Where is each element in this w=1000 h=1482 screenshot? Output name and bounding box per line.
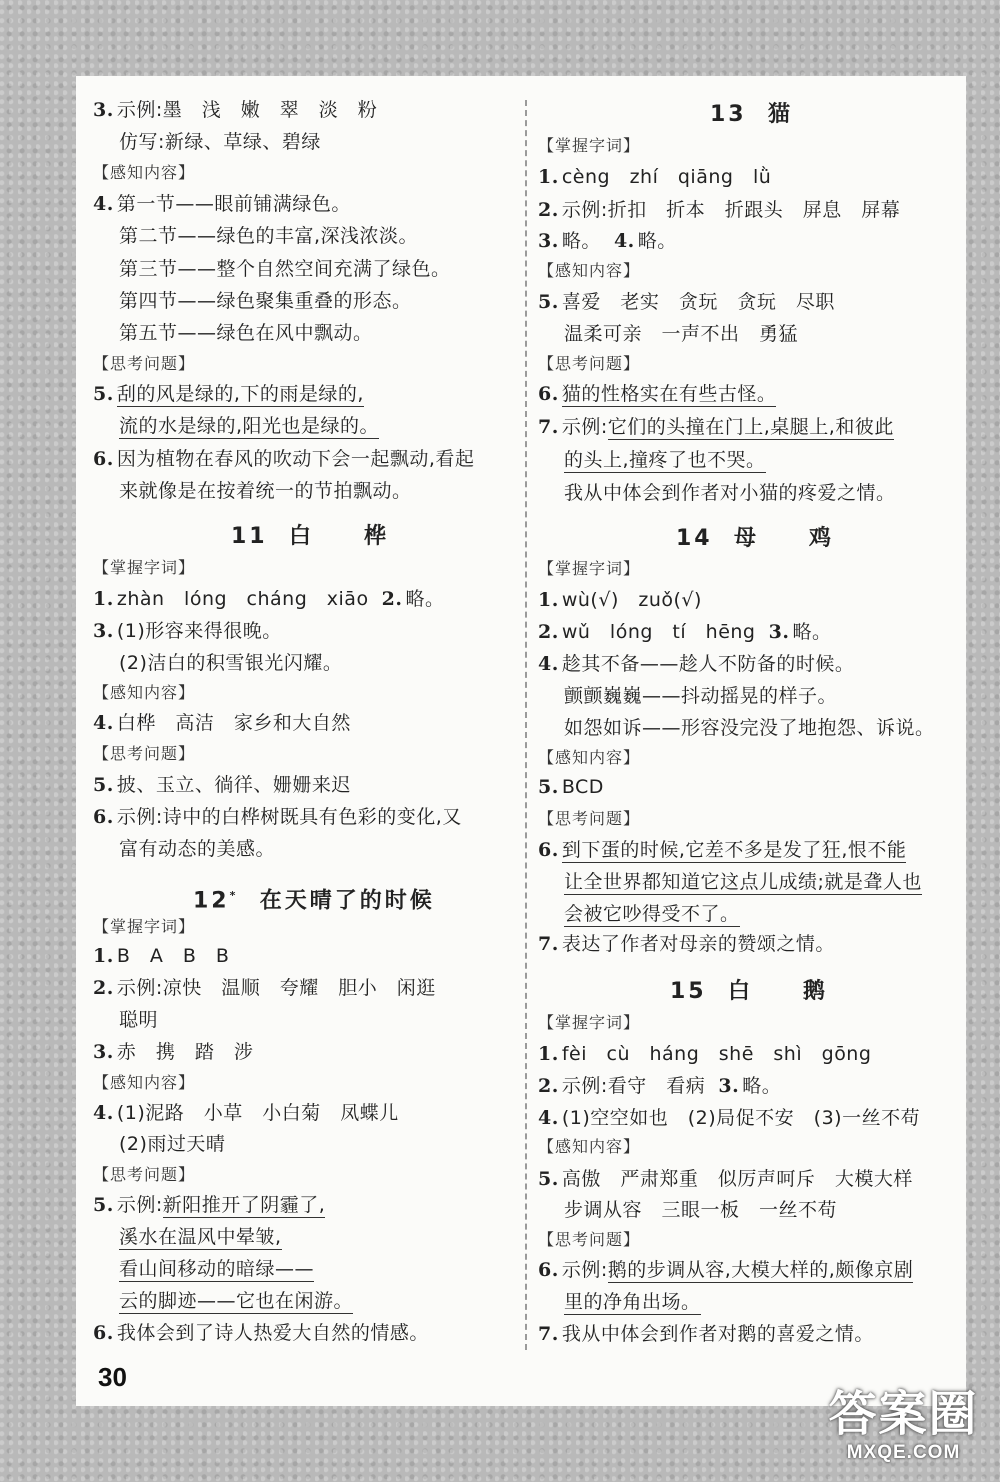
answer-item: 5. 刮的风是绿的,下的雨是绿的, [93, 383, 364, 405]
answer-item: 2. 示例:看守 看病 3. 略。 [538, 1075, 782, 1097]
answer-line: 聪明 [119, 1009, 159, 1031]
section-tag-sikao: 【思考问题】 [538, 1230, 641, 1249]
answer-item: 5. 披、玉立、徜徉、姗姗来迟 [93, 774, 351, 796]
answer-line: 第四节——绿色聚集重叠的形态。 [119, 290, 412, 312]
section-tag-ganzhi: 【感知内容】 [93, 1073, 196, 1092]
answer-line: 温柔可亲 一声不出 勇猛 [564, 323, 799, 345]
lesson-title-15: 15 白 鹅 [670, 979, 828, 1004]
answer-item: 1. zhàn lóng cháng xiāo 2. 略。 [93, 588, 445, 610]
answer-item: 3. 略。 4. 略。 [538, 230, 677, 252]
section-tag-ganzhi: 【感知内容】 [538, 1137, 641, 1156]
watermark-url: MXQE.COM [846, 1442, 961, 1463]
answer-line: 里的净角出场。 [564, 1291, 701, 1313]
answer-item: 4. (1)泥路 小草 小白菊 凤蝶儿 [93, 1102, 399, 1124]
answer-item: 1. wù(√) zuǒ(√) [538, 589, 702, 611]
answer-line: 来就像是在按着统一的节拍飘动。 [119, 480, 412, 502]
answer-item: 2. 示例:折扣 折本 折跟头 屏息 屏幕 [538, 199, 901, 221]
section-tag-zhangwo: 【掌握字词】 [538, 1013, 641, 1032]
answer-line: 第二节——绿色的丰富,深浅浓淡。 [119, 225, 419, 247]
section-tag-ganzhi: 【感知内容】 [93, 683, 196, 702]
answer-item: 6. 到下蛋的时候,它差不多是发了狂,恨不能 [538, 839, 907, 861]
section-tag-zhangwo: 【掌握字词】 [538, 559, 641, 578]
answer-line: 第三节——整个自然空间充满了绿色。 [119, 258, 451, 280]
section-tag-ganzhi: 【感知内容】 [538, 748, 641, 767]
lesson-title-14: 14 母 鸡 [676, 526, 834, 551]
section-tag-sikao: 【思考问题】 [538, 354, 641, 373]
answer-item: 4. (1)空空如也 (2)局促不安 (3)一丝不苟 [538, 1107, 921, 1129]
answer-item: 4. 白桦 高洁 家乡和大自然 [93, 712, 351, 734]
answer-item: 6. 我体会到了诗人热爱大自然的情感。 [93, 1322, 429, 1344]
page-number: 30 [98, 1362, 127, 1392]
section-tag-zhangwo: 【掌握字词】 [538, 136, 641, 155]
answer-line: 云的脚迹——它也在闲游。 [119, 1290, 354, 1312]
answer-item: 7. 示例:它们的头撞在门上,桌腿上,和彼此 [538, 416, 894, 438]
answer-line: 的头上,撞疼了也不哭。 [564, 449, 766, 471]
answer-line: 流的水是绿的,阳光也是绿的。 [119, 415, 380, 437]
answer-item: 5. 喜爱 老实 贪玩 贪玩 尽职 [538, 291, 835, 313]
answer-line: 颤颤巍巍——抖动摇晃的样子。 [564, 685, 838, 707]
section-tag-sikao: 【思考问题】 [93, 354, 196, 373]
answer-item: 1. fèi cù háng shē shì gōng [538, 1043, 872, 1065]
answer-line: 第五节——绿色在风中飘动。 [119, 322, 373, 344]
answer-item: 6. 猫的性格实在有些古怪。 [538, 383, 777, 405]
answer-item: 7. 表达了作者对母亲的赞颂之情。 [538, 933, 835, 955]
section-tag-ganzhi: 【感知内容】 [93, 163, 196, 182]
answer-item: 2. wǔ lóng tí hēng 3. 略。 [538, 621, 832, 643]
answer-item: 5. 高傲 严肃郑重 似厉声呵斥 大模大样 [538, 1168, 913, 1190]
answer-item: 6. 因为植物在春风的吹动下会一起飘动,看起 [93, 448, 475, 470]
answer-item: 5. 示例:新阳推开了阴霾了, [93, 1194, 326, 1216]
answer-line: 让全世界都知道它这点儿成绩;就是聋人也 [564, 871, 922, 893]
watermark-logo [821, 1387, 986, 1472]
answer-line: 我从中体会到作者对小猫的疼爱之情。 [564, 482, 896, 504]
answer-line: 仿写:新绿、草绿、碧绿 [119, 131, 321, 153]
section-tag-sikao: 【思考问题】 [93, 744, 196, 763]
answer-line: 看山间移动的暗绿—— [119, 1258, 315, 1280]
answer-item: 3. 示例:墨 浅 嫩 翠 淡 粉 [93, 99, 378, 121]
answer-item: 7. 我从中体会到作者对鹅的喜爱之情。 [538, 1323, 874, 1345]
watermark-logo-text: 答案圈 [828, 1386, 979, 1442]
answer-item: 1. cèng zhí qiāng lǜ [538, 166, 772, 188]
column-divider [525, 100, 527, 1350]
answer-item: 6. 示例:诗中的白桦树既具有色彩的变化,又 [93, 806, 462, 828]
answer-item: 3. 赤 携 踏 涉 [93, 1041, 254, 1063]
answer-line: 会被它吵得受不了。 [564, 903, 740, 925]
answer-item: 6. 示例:鹅的步调从容,大模大样的,颇像京剧 [538, 1259, 914, 1281]
answer-item: 4. 第一节——眼前铺满绿色。 [93, 193, 351, 215]
answer-line: 富有动态的美感。 [119, 838, 276, 860]
answer-item: 1. B A B B [93, 945, 230, 967]
section-tag-sikao: 【思考问题】 [538, 809, 641, 828]
answer-item: 3. (1)形容来得很晚。 [93, 620, 282, 642]
lesson-title-11: 11 白 桦 [231, 524, 389, 549]
section-tag-zhangwo: 【掌握字词】 [93, 558, 196, 577]
answer-line: 步调从容 三眼一板 一丝不苟 [564, 1199, 838, 1221]
answer-item: 2. 示例:凉快 温顺 夸耀 胆小 闲逛 [93, 977, 436, 999]
answer-line: 溪水在温风中晕皱, [119, 1226, 282, 1248]
lesson-title-13: 13 猫 [710, 102, 793, 127]
answer-line: 如怨如诉——形容没完没了地抱怨、诉说。 [564, 717, 935, 739]
answer-item: 4. 趁其不备——趁人不防备的时候。 [538, 653, 855, 675]
section-tag-sikao: 【思考问题】 [93, 1165, 196, 1184]
answer-line: (2)洁白的积雪银光闪耀。 [119, 652, 343, 674]
lesson-title-12: 12* 在天晴了的时候 [193, 888, 435, 914]
answer-item: 5. BCD [538, 776, 604, 798]
answer-line: (2)雨过天晴 [119, 1133, 226, 1155]
section-tag-ganzhi: 【感知内容】 [538, 261, 641, 280]
section-tag-zhangwo: 【掌握字词】 [93, 917, 196, 936]
